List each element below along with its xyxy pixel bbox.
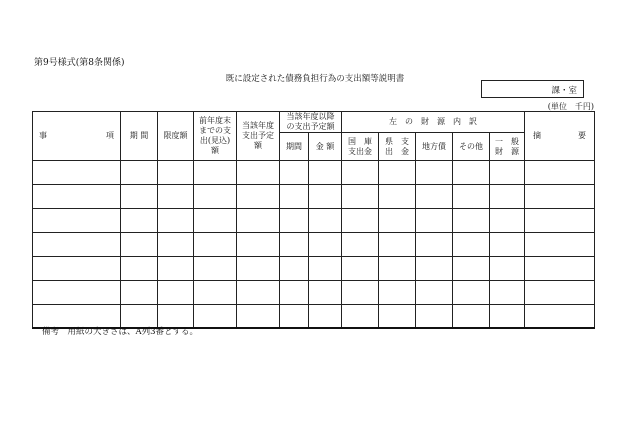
header-kikan: 期 間	[121, 112, 158, 161]
header-igo: 当該年度以降 の支出予定額	[280, 112, 342, 133]
header-zaigen: 左 の 財 源 内 訳	[342, 112, 525, 133]
header-igo-kikan: 期間	[280, 133, 309, 161]
header-sonota: その他	[453, 133, 490, 161]
unit-label: (単位 千円)	[547, 102, 594, 111]
form-number-label: 第9号様式(第8条関係)	[34, 58, 125, 68]
department-box	[481, 80, 584, 98]
table-row	[33, 233, 595, 257]
header-ippan: 一 般 財 源	[490, 133, 525, 161]
header-gendogaku: 限度額	[158, 112, 194, 161]
header-chihousai: 地方債	[416, 133, 453, 161]
expenditure-table	[32, 111, 595, 329]
header-kenshi: 県 支 出 金	[379, 133, 416, 161]
table-row	[33, 185, 595, 209]
table-row	[33, 281, 595, 305]
header-zennendo: 前年度末 までの支 出(見込) 額	[194, 112, 237, 161]
header-tekiyo: 摘 要	[525, 112, 595, 161]
header-igo-kingaku: 金 額	[309, 133, 342, 161]
header-tounendo: 当該年度 支出予定 額	[237, 112, 280, 161]
document-title: 既に設定された債務負担行為の支出額等説明書	[225, 74, 405, 84]
table-row	[33, 161, 595, 185]
header-kokko: 国 庫 支出金	[342, 133, 379, 161]
footnote: 備考 用紙の大きさは、A列3番とする。	[42, 327, 199, 337]
header-jiko: 事 項	[33, 112, 121, 161]
table-row	[33, 209, 595, 233]
table-row	[33, 257, 595, 281]
department-label: 課・室	[551, 86, 577, 96]
